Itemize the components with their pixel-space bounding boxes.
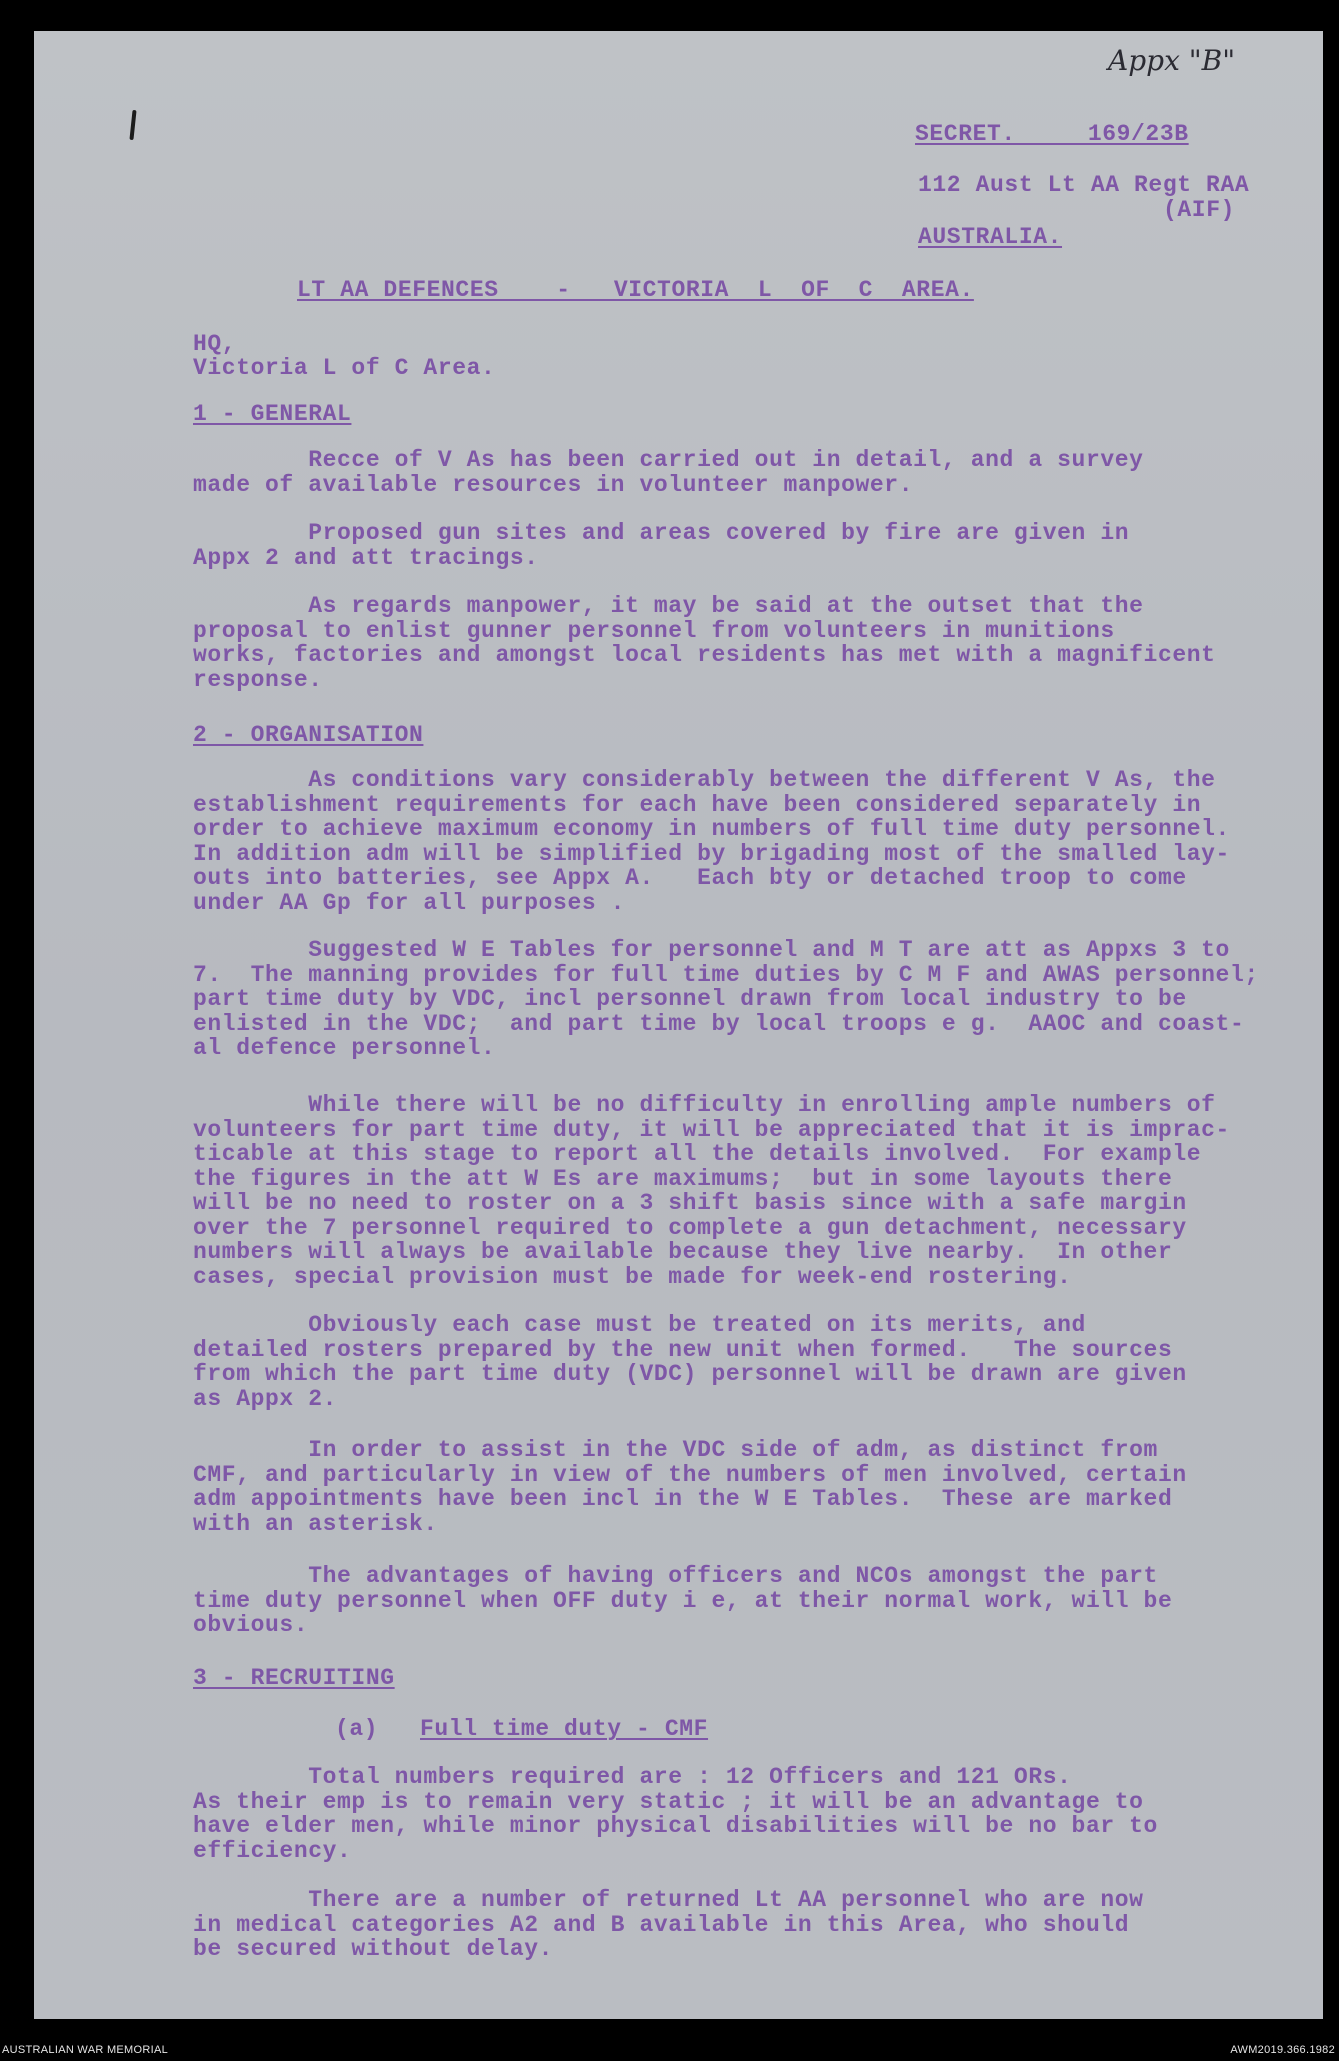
paragraph (193, 594, 1216, 692)
text-line: establishment requirements for each have been considered separately in (193, 791, 1202, 818)
country-line: AUSTRALIA. (918, 224, 1063, 250)
paragraph (193, 521, 1129, 570)
subsection-label: (a) (335, 1716, 379, 1742)
paragraph (193, 1438, 1187, 1536)
text-line: efficiency. (193, 1837, 352, 1864)
text-line: As conditions vary considerably between the different V As, the (193, 767, 1216, 793)
paragraph (193, 1765, 1158, 1863)
paragraph (193, 938, 1259, 1061)
paragraph (193, 768, 1230, 915)
unit-designation-aif: (AIF) (1163, 197, 1236, 223)
text-line: order to achieve maximum economy in numbers of full time duty personnel. (193, 816, 1230, 842)
text-line: with an asterisk. (193, 1510, 438, 1537)
text-line: al defence personnel. (193, 1035, 496, 1061)
text-line: ticable at this stage to report all the details involved. For example (193, 1141, 1202, 1167)
text-line: Appx 2 and att tracings. (193, 544, 539, 571)
text-line: the figures in the att W Es are maximums; but in some layouts there (193, 1165, 1173, 1192)
text-line: obvious. (193, 1612, 309, 1638)
text-line: While there will be no difficulty in enrolling ample numbers of (193, 1092, 1216, 1118)
text-line: Total numbers required are : 12 Officers and 121 ORs. (193, 1764, 1072, 1790)
text-line: CMF, and particularly in view of the numbers of men involved, certain (193, 1461, 1187, 1488)
text-line: in medical categories A2 and B available in this Area, who should (193, 1911, 1130, 1938)
text-line: will be no need to roster on a 3 shift basis since with a safe margin (193, 1190, 1187, 1216)
addressee-line-1: HQ, (193, 331, 237, 357)
text-line: made of available resources in volunteer manpower. (193, 471, 914, 498)
text-line: Recce of V As has been carried out in detail, and a survey (193, 447, 1144, 473)
text-line: Obviously each case must be treated on its merits, and (193, 1312, 1086, 1338)
subsection-heading: Full time duty - CMF (420, 1716, 709, 1742)
text-line: time duty personnel when OFF duty i e, at their normal work, will be (193, 1587, 1173, 1614)
text-line: enlisted in the VDC; and part time by local troops e g. AAOC and coast- (193, 1010, 1245, 1037)
text-line: proposal to enlist gunner personnel from volunteers in munitions (193, 617, 1115, 644)
unit-designation: 112 Aust Lt AA Regt RAA (918, 172, 1250, 198)
paragraph (193, 448, 1144, 497)
handwritten-annotation: Appx "B" (1108, 44, 1236, 77)
paragraph (193, 1564, 1172, 1638)
text-line: works, factories and amongst local residents has met with a magnificent (193, 642, 1216, 668)
addressee-line-2: Victoria L of C Area. (193, 355, 496, 381)
text-line: over the 7 personnel required to complete a gun detachment, necessary (193, 1214, 1187, 1241)
text-line: adm appointments have been incl in the W E Tables. These are marked (193, 1486, 1173, 1512)
text-line: numbers will always be available because they live nearby. In other (193, 1239, 1173, 1265)
section-heading-general: 1 - GENERAL (193, 401, 352, 427)
text-line: cases, special provision must be made for week-end rostering. (193, 1263, 1072, 1290)
text-line: under AA Gp for all purposes . (193, 889, 626, 916)
footer-accession-number: AWM2019.366.1982 (1230, 2044, 1335, 2056)
text-line: As regards manpower, it may be said at the outset that the (193, 593, 1144, 619)
text-line: be secured without delay. (193, 1936, 554, 1962)
paragraph (193, 1313, 1187, 1411)
text-line: 7. The manning provides for full time duties by C M F and AWAS personnel; (193, 961, 1259, 988)
text-line: part time duty by VDC, incl personnel drawn from local industry to be (193, 986, 1187, 1012)
classification-reference: SECRET. 169/23B (915, 121, 1189, 147)
text-line: There are a number of returned Lt AA personnel who are now (193, 1887, 1144, 1913)
text-line: from which the part time duty (VDC) personnel will be drawn are given (193, 1361, 1187, 1387)
footer-credit: AUSTRALIAN WAR MEMORIAL (2, 2044, 169, 2056)
text-line: response. (193, 666, 323, 693)
section-heading-organisation: 2 - ORGANISATION (193, 722, 424, 748)
section-heading-recruiting: 3 - RECRUITING (193, 1665, 395, 1691)
text-line: detailed rosters prepared by the new unit when formed. The sources (193, 1336, 1173, 1363)
paragraph (193, 1093, 1230, 1289)
text-line: The advantages of having officers and NCOs amongst the part (193, 1563, 1158, 1589)
text-line: As their emp is to remain very static ; it will be an advantage to (193, 1788, 1144, 1815)
text-line: as Appx 2. (193, 1385, 338, 1412)
text-line: Proposed gun sites and areas covered by fire are given in (193, 520, 1130, 546)
text-line: have elder men, while minor physical disabilities will be no bar to (193, 1813, 1158, 1839)
text-line: outs into batteries, see Appx A. Each bty or detached troop to come (193, 865, 1187, 891)
text-line: volunteers for part time duty, it will be appreciated that it is imprac- (193, 1116, 1230, 1143)
text-line: Suggested W E Tables for personnel and M T are att as Appxs 3 to (193, 937, 1230, 963)
text-line: In order to assist in the VDC side of adm, as distinct from (193, 1437, 1158, 1463)
document-title: LT AA DEFENCES - VICTORIA L OF C AREA. (297, 277, 974, 303)
paragraph (193, 1888, 1144, 1962)
text-line: In addition adm will be simplified by brigading most of the smalled lay- (193, 840, 1230, 867)
